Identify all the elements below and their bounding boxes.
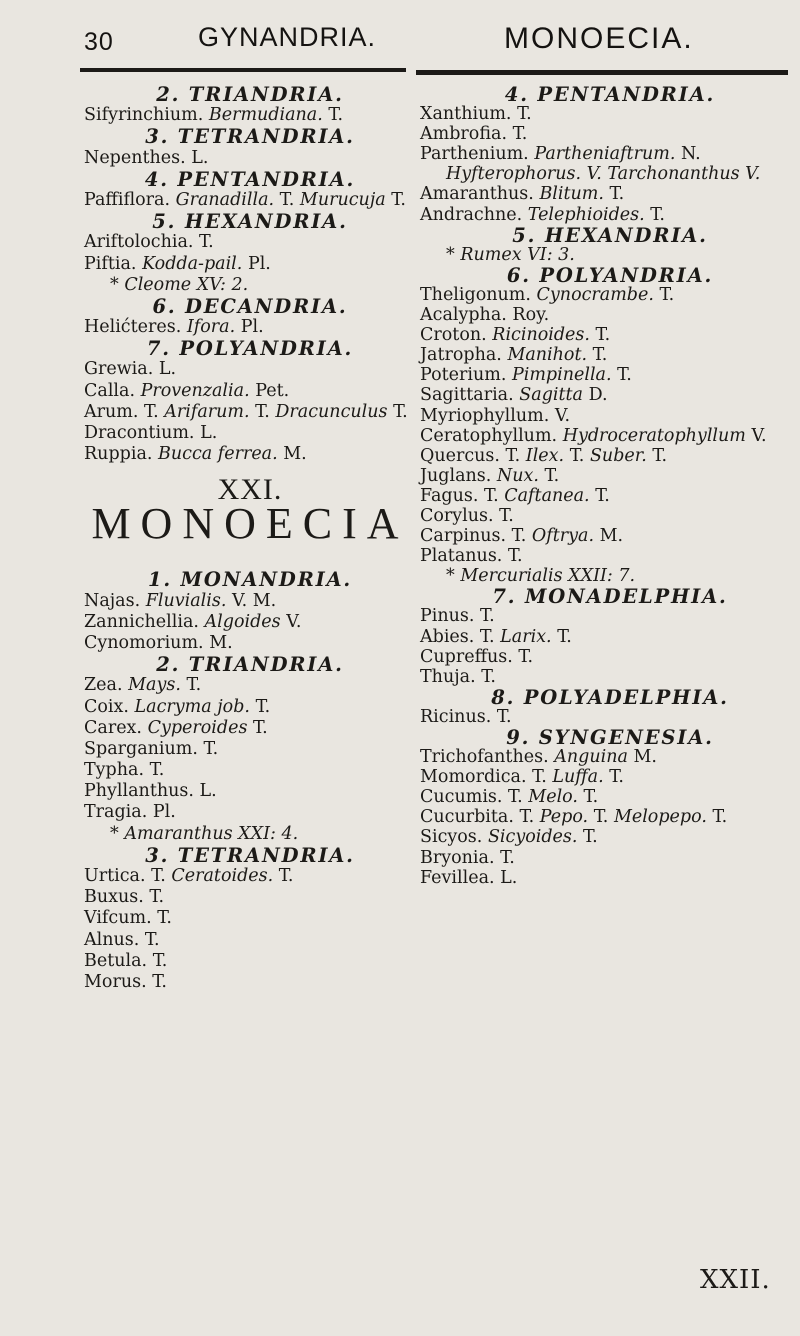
author-abbrev: T. [517, 104, 532, 125]
genus-name: Cupreffus. [420, 646, 513, 667]
genus-entry [84, 105, 416, 126]
genus-name: Ambrofia. [420, 124, 508, 145]
genus-name: Theligonum. [420, 284, 531, 305]
author-abbrev: T. [157, 908, 172, 929]
genus-name: Morus. [84, 971, 147, 992]
author-abbrev: N. [680, 144, 701, 165]
genus-entry [420, 506, 800, 526]
author-abbrev: T. [519, 807, 535, 828]
author-abbrev: T. [151, 866, 166, 886]
genus-name: Carex. [84, 717, 142, 738]
species-name: Telephioides. [527, 204, 645, 225]
species-name: Suber. [589, 445, 647, 466]
author-abbrev: T. [593, 807, 609, 828]
genus-name: Trichofanthes. [420, 747, 549, 768]
species-name: Ricinoides. [492, 325, 590, 346]
species-name: Bucca ferrea. [158, 444, 278, 465]
genus-name: Calla. [84, 380, 136, 401]
genus-entry [84, 381, 416, 402]
section-heading: 5. HEXANDRIA. [512, 223, 708, 247]
author-abbrev: T. [186, 675, 202, 696]
genus-name: Alnus. [84, 929, 140, 950]
author-abbrev: T. [255, 401, 270, 422]
genus-entry [84, 612, 416, 633]
author-abbrev: T. [328, 105, 344, 126]
class-number: XXI. [217, 473, 283, 507]
author-abbrev: Pl. [247, 253, 271, 274]
genus-entry [84, 760, 416, 781]
author-abbrev: L. [158, 359, 177, 380]
species-name: Cyperoides [147, 717, 248, 738]
genus-entry [420, 627, 800, 647]
section-heading: 4. PENTANDRIA. [504, 83, 716, 106]
author-abbrev: L. [500, 867, 518, 888]
genus-name: Myriophyllum. [420, 405, 550, 426]
section-heading: 9. SYNGENESIA. [506, 726, 714, 749]
running-head-left: GYNANDRIA. [198, 22, 377, 52]
author-abbrev: T. [278, 866, 294, 886]
genus-entry [84, 866, 416, 887]
author-abbrev: T. [499, 505, 514, 526]
class-name: MONOECIA [91, 499, 409, 549]
genus-entry [84, 972, 416, 993]
author-abbrev: L. [191, 147, 209, 168]
species-name: Provenzalia. [140, 380, 250, 401]
genus-entry [84, 317, 416, 338]
genus-entry [420, 526, 800, 546]
genus-entry [420, 124, 800, 144]
author-abbrev: T. [149, 887, 165, 908]
author-abbrev: T. [255, 696, 271, 717]
author-abbrev: M. [209, 632, 233, 653]
genus-name: Sifyrinchium. [84, 105, 204, 126]
author-abbrev: T. [481, 666, 496, 687]
species-name: Granadilla. [175, 189, 275, 210]
species-name: Bermudiana. [208, 105, 323, 126]
genus-name: Coix. [84, 696, 129, 717]
species-name: Blitum. [539, 184, 604, 205]
section-heading: 7. POLYANDRIA. [146, 337, 354, 361]
genus-name: Vifcum. [84, 908, 152, 929]
author-abbrev: L. [199, 781, 217, 802]
genus-name: Poterium. [420, 365, 507, 386]
author-abbrev: T. [496, 706, 512, 727]
genus-name: Ricinus. [420, 706, 492, 727]
author-abbrev: T. [569, 445, 585, 466]
genus-entry [84, 591, 416, 612]
author-abbrev: T. [592, 345, 608, 366]
genus-entry [420, 144, 800, 164]
section-heading: 2. TRIANDRIA. [156, 653, 344, 677]
genus-name: Paffiflora. [84, 189, 171, 210]
section-heading: 5. HEXANDRIA. [152, 210, 348, 234]
genus-name: Juglans. [420, 465, 492, 486]
genus-entry [84, 718, 416, 739]
author-abbrev: T. [203, 738, 219, 759]
species-name: Melopepo. [613, 807, 707, 828]
genus-entry [420, 747, 800, 767]
section-heading: 1. MONANDRIA. [147, 568, 353, 592]
genus-entry [420, 365, 800, 385]
species-name: Mays. [128, 675, 181, 696]
author-abbrev: T. [199, 232, 214, 253]
author-abbrev: M. [633, 747, 657, 768]
genus-entry [420, 406, 800, 426]
genus-entry [420, 325, 800, 345]
species-name: Luffa. [552, 767, 604, 788]
author-abbrev: T. [609, 184, 625, 205]
cross-reference: * Rumex VI: 3. [446, 244, 575, 265]
species-name: Hydroceratophyllum [562, 425, 746, 446]
genus-name: Betula. [84, 950, 148, 971]
author-abbrev: T. [512, 124, 528, 145]
genus-entry [84, 190, 416, 211]
species-name: Pepo. [539, 807, 589, 828]
genus-name: Ariftolochia. [84, 232, 194, 253]
section-heading: 3. TETRANDRIA. [145, 843, 355, 867]
genus-entry [420, 606, 800, 626]
author-abbrev: T. [480, 606, 495, 627]
running-head-right: MONOECIA. [504, 22, 694, 55]
genus-name: Amaranthus. [420, 184, 534, 205]
genus-name: Grewia. [84, 359, 154, 380]
genus-entry [84, 633, 416, 654]
genus-entry [84, 675, 416, 696]
species-name: Nux. [496, 465, 539, 486]
genus-entry [84, 739, 416, 760]
species-name: Anguina [554, 747, 628, 768]
author-abbrev: V. [286, 611, 302, 632]
author-abbrev: M. [283, 444, 307, 465]
author-abbrev: T. [583, 827, 598, 848]
genus-entry [84, 781, 416, 802]
cross-reference: * Mercurialis XXII: 7. [446, 566, 636, 587]
author-abbrev: L. [200, 423, 218, 443]
genus-name: Zannichellia. [84, 611, 199, 632]
species-name: Partheniaftrum. [534, 144, 676, 165]
genus-entry [84, 951, 416, 972]
genus-entry [420, 767, 800, 787]
author-abbrev: T. [532, 767, 547, 788]
genus-name: Cucurbita. [420, 807, 514, 828]
genus-entry [84, 444, 416, 465]
author-abbrev: T. [505, 445, 521, 466]
author-abbrev: T. [279, 189, 295, 210]
genus-name: Jatropha. [420, 345, 502, 366]
author-abbrev: M. [599, 526, 624, 547]
author-abbrev: T. [152, 950, 168, 971]
author-abbrev: T. [149, 760, 165, 781]
genus-entry [420, 647, 800, 667]
genus-name: Abies. [420, 626, 475, 647]
genus-name: Ruppia. [84, 444, 153, 465]
genus-name: Sparganium. [84, 738, 198, 759]
genus-name: Carpinus. [420, 526, 507, 547]
header-rule-left [80, 68, 406, 72]
cross-reference: * Cleome XV: 2. [110, 274, 249, 295]
author-abbrev: T. [595, 485, 610, 506]
genus-name: Dracontium. [84, 423, 195, 443]
genus-entry [84, 254, 416, 275]
genus-name: Typha. [84, 760, 145, 781]
header-rule-right [416, 70, 788, 75]
author-abbrev: T. [144, 401, 159, 422]
genus-entry [420, 486, 800, 506]
species-name: Lacryma job. [134, 696, 250, 717]
genus-name: Buxus. [84, 887, 144, 908]
section-heading: 6. POLYANDRIA. [506, 263, 714, 287]
genus-entry [84, 148, 416, 169]
author-abbrev: T. [144, 929, 160, 950]
author-abbrev: T. [518, 646, 534, 667]
genus-name: Cynomorium. [84, 632, 204, 653]
genus-entry [420, 787, 800, 807]
genus-name: Bryonia. [420, 847, 495, 868]
genus-entry [84, 697, 416, 718]
section-heading: 4. PENTANDRIA. [144, 167, 356, 191]
species-name: Algoides [204, 611, 281, 632]
author-abbrev: T. [652, 445, 668, 466]
section-heading: 7. MONADELPHIA. [492, 585, 728, 609]
genus-entry [420, 827, 800, 847]
genus-name: Sicyos. [420, 827, 483, 848]
genus-entry [84, 908, 416, 929]
author-abbrev: T. [500, 847, 515, 868]
species-name: Melo. [528, 787, 578, 808]
genus-name: Najas. [84, 590, 141, 611]
species-name: Sicyoides. [487, 827, 578, 848]
genus-name: Croton. [420, 325, 487, 346]
genus-entry [84, 887, 416, 908]
genus-name: Platanus. [420, 546, 503, 567]
genus-entry [420, 707, 800, 727]
author-abbrev: T. [557, 626, 572, 647]
author-abbrev: T. [508, 787, 523, 808]
species-name: Ceratoides. [171, 866, 274, 886]
genus-entry [420, 305, 800, 325]
genus-name: Tragia. [84, 802, 148, 823]
section-heading: 8. POLYADELPHIA. [491, 685, 729, 709]
genus-entry [420, 868, 800, 888]
cross-reference: * Amaranthus XXI: 4. [110, 823, 299, 844]
species-name: Cynocrambe. [536, 284, 654, 305]
genus-name: Momordica. [420, 767, 527, 788]
genus-entry [420, 466, 800, 486]
author-abbrev: Pet. [255, 380, 290, 401]
species-name: Manihot. [507, 345, 588, 366]
author-abbrev: T. [544, 465, 560, 486]
author-abbrev: V. [751, 425, 767, 446]
genus-name: Corylus. [420, 505, 494, 526]
species-name: Dracunculus [275, 401, 388, 422]
genus-name: Thuja. [420, 666, 476, 687]
genus-name: Parthenium. [420, 144, 529, 165]
genus-name: Arum. [84, 401, 139, 422]
species-name: Caftanea. [504, 485, 590, 506]
author-abbrev: T. [650, 204, 665, 225]
synonym-line: Hyfterophorus. V. Tarchonanthus V. [446, 164, 761, 185]
author-abbrev: V. M. [231, 590, 277, 611]
genus-entry [420, 205, 800, 225]
page-number: 30 [84, 28, 114, 56]
genus-entry [420, 104, 800, 124]
genus-entry [84, 802, 416, 823]
author-abbrev: V. [554, 405, 571, 426]
author-abbrev: T. [511, 526, 527, 547]
genus-name: Cucumis. [420, 787, 503, 808]
author-abbrev: T. [595, 325, 611, 346]
genus-entry [84, 359, 416, 380]
genus-entry [84, 232, 416, 253]
species-name: Ifora. [186, 317, 236, 338]
author-abbrev: Roy. [512, 305, 550, 326]
genus-entry [420, 426, 800, 446]
genus-entry [420, 285, 800, 305]
species-name: Fluvialis. [145, 590, 227, 611]
species-name: Sagitta [519, 385, 583, 406]
genus-name: Fevillea. [420, 867, 495, 888]
author-abbrev: D. [588, 385, 608, 406]
section-heading: 6. DECANDRIA. [152, 294, 348, 318]
author-abbrev: T. [609, 767, 624, 788]
genus-name: Phyllanthus. [84, 781, 194, 802]
species-name: Ilex. [525, 445, 565, 466]
genus-name: Quercus. [420, 445, 500, 466]
species-name: Kodda-pail. [142, 253, 243, 274]
genus-entry [420, 807, 800, 827]
genus-name: Zea. [84, 675, 123, 696]
genus-name: Helićteres. [84, 317, 182, 338]
author-abbrev: Pl. [240, 317, 264, 338]
genus-name: Sagittaria. [420, 385, 514, 406]
genus-entry [84, 402, 416, 423]
genus-entry [84, 930, 416, 951]
author-abbrev: T. [152, 971, 167, 992]
section-heading: 2. TRIANDRIA. [156, 83, 344, 106]
author-abbrev: T. [483, 485, 499, 506]
species-name: Pimpinella. [511, 365, 612, 386]
genus-entry [420, 184, 800, 204]
species-name: Arifarum. [164, 401, 250, 422]
genus-entry [420, 446, 800, 466]
author-abbrev: T. [583, 787, 599, 808]
left-column [84, 84, 416, 993]
genus-entry [420, 385, 800, 405]
author-abbrev: T. [391, 189, 406, 210]
genus-entry [84, 423, 416, 444]
author-abbrev: T. [393, 401, 408, 422]
genus-name: Fagus. [420, 485, 479, 506]
genus-entry [420, 345, 800, 365]
author-abbrev: T. [659, 284, 675, 305]
genus-name: Nepenthes. [84, 147, 186, 168]
genus-entry [420, 848, 800, 868]
genus-name: Acalypha. [420, 305, 507, 326]
genus-name: Urtica. [84, 866, 146, 886]
catchword: XXII. [700, 1265, 771, 1295]
genus-name: Pinus. [420, 606, 475, 627]
genus-name: Andrachne. [420, 204, 523, 225]
author-abbrev: T. [507, 546, 523, 567]
author-abbrev: T. [617, 365, 632, 386]
genus-name: Ceratophyllum. [420, 425, 558, 446]
author-abbrev: T. [712, 807, 728, 828]
species-name: Murucuja [299, 189, 386, 210]
genus-name: Xanthium. [420, 104, 512, 125]
species-name: Larix. [500, 626, 552, 647]
section-heading: 3. TETRANDRIA. [145, 125, 355, 149]
species-name: Oftrya. [531, 526, 595, 547]
author-abbrev: Pl. [152, 802, 176, 823]
genus-entry [420, 546, 800, 566]
right-column [420, 84, 800, 888]
genus-name: Piftia. [84, 253, 137, 274]
author-abbrev: T. [479, 626, 495, 647]
genus-entry [420, 667, 800, 687]
author-abbrev: T. [253, 717, 268, 738]
